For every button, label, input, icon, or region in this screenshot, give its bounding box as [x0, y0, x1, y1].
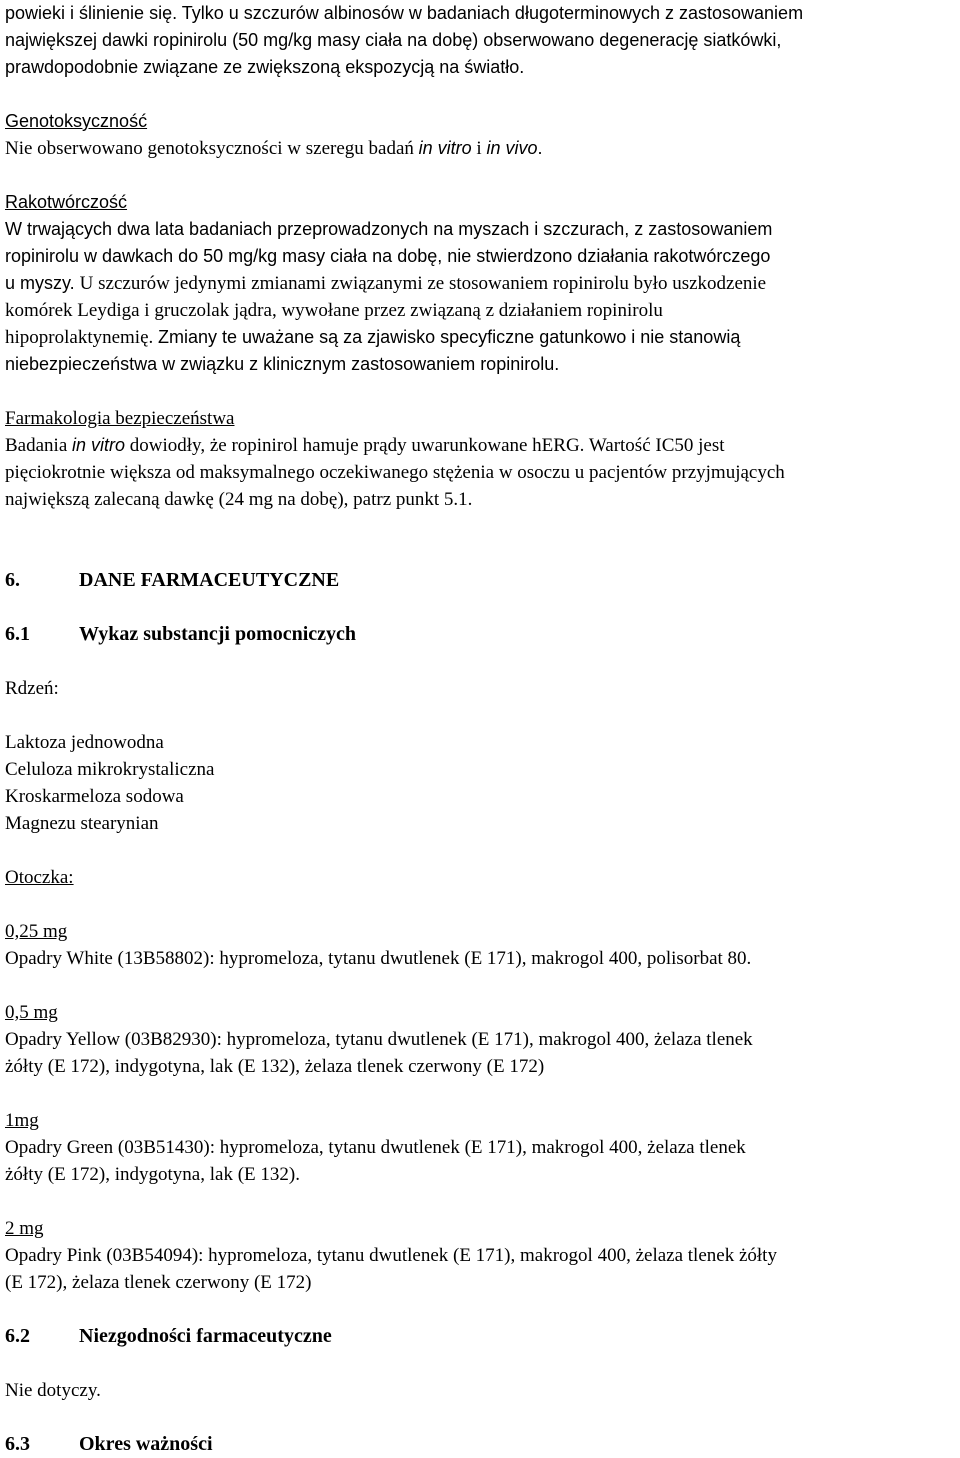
- section-6-1-title: Wykaz substancji pomocniczych: [79, 623, 357, 645]
- dose-05-line2: żółty (E 172), indygotyna, lak (E 132), żelaza tlenek czerwony (E 172): [5, 1056, 545, 1077]
- list-item: Laktoza jednowodna: [5, 732, 164, 753]
- carcino-line3-b: U szczurów jedynymi zmianami związanymi ze stosowaniem ropinirolu było uszkodzenie: [79, 273, 767, 294]
- section-6-heading: [5, 567, 955, 594]
- safety-line1-c: dowiodły, że ropinirol hamuje prądy uwarunkowane hERG. Wartość IC50 jest: [125, 435, 725, 456]
- dose-05-label: 0,5 mg: [5, 1002, 58, 1023]
- safety-line2: pięciokrotnie większa od maksymalnego oczekiwanego stężenia w osoczu u pacjentów przyjmujących: [5, 462, 785, 483]
- genotox-text-a: Nie obserwowano genotoksyczności w szeregu badań: [5, 138, 419, 159]
- section-6-number: 6.: [5, 569, 20, 591]
- section-6-1-heading: [5, 621, 955, 648]
- genotox-text-e: .: [537, 138, 543, 158]
- dose-05-line1: Opadry Yellow (03B82930): hypromeloza, tytanu dwutlenek (E 171), makrogol 400, żelaza tlenek: [5, 1029, 753, 1050]
- intro-line3: prawdopodobnie związane ze zwiększoną ekspozycją na światło.: [5, 57, 525, 77]
- list-item: Kroskarmeloza sodowa: [5, 786, 184, 807]
- section-6-2-text: Nie dotyczy.: [5, 1380, 101, 1401]
- safety-in-vitro: in vitro: [72, 435, 126, 455]
- section-6-2-heading: [5, 1323, 955, 1350]
- safety-heading: Farmakologia bezpieczeństwa: [5, 408, 235, 429]
- core-ingredients-list: [5, 729, 955, 837]
- carcino-line4: komórek Leydiga i gruczolak jądra, wywołane przez związaną z działaniem ropinirolu: [5, 300, 663, 321]
- genotox-text: [5, 135, 955, 162]
- carcino-paragraph: [5, 216, 955, 378]
- carcino-line3-a: u myszy.: [5, 273, 80, 293]
- dose-2-line2: (E 172), żelaza tlenek czerwony (E 172): [5, 1272, 312, 1293]
- dose-1-label: 1mg: [5, 1110, 39, 1131]
- intro-line1-a: powieki i ślinienie się.: [5, 3, 182, 23]
- section-6-2-title: Niezgodności farmaceutyczne: [79, 1325, 332, 1347]
- section-6-title: DANE FARMACEUTYCZNE: [79, 569, 340, 591]
- carcino-line1: W trwających dwa lata badaniach przeprowadzonych na myszach i szczurach, z zastosowaniem: [5, 219, 773, 239]
- dose-025-text: Opadry White (13B58802): hypromeloza, tytanu dwutlenek (E 171), makrogol 400, polisorbat 80.: [5, 948, 752, 969]
- intro-paragraph: [5, 0, 955, 81]
- safety-line1-a: Badania: [5, 435, 73, 456]
- genotox-in-vitro: in vitro: [418, 138, 472, 158]
- safety-paragraph: [5, 432, 955, 513]
- dose-1-line2: żółty (E 172), indygotyna, lak (E 132).: [5, 1164, 300, 1185]
- section-6-3-heading: [5, 1431, 955, 1458]
- dose-1-line1: Opadry Green (03B51430): hypromeloza, tytanu dwutlenek (E 171), makrogol 400, żelaza tlenek: [5, 1137, 746, 1158]
- genotox-heading: Genotoksyczność: [5, 111, 148, 131]
- safety-line3: największą zalecaną dawkę (24 mg na dobę), patrz punkt 5.1.: [5, 489, 473, 510]
- carcino-line6: niebezpieczeństwa w związku z klinicznym zastosowaniem ropinirolu.: [5, 354, 560, 374]
- carcino-line5-a: hipoprolaktynemię.: [5, 327, 159, 348]
- section-6-1-number: 6.1: [5, 623, 30, 645]
- genotox-in-vivo: in vivo: [486, 138, 538, 158]
- dose-2-label: 2 mg: [5, 1218, 44, 1239]
- dose-2-line1: Opadry Pink (03B54094): hypromeloza, tytanu dwutlenek (E 171), makrogol 400, żelaza tlenek żółty: [5, 1245, 777, 1266]
- dose-05-text: [5, 1026, 955, 1080]
- dose-025-label: 0,25 mg: [5, 921, 68, 942]
- carcino-line2: ropinirolu w dawkach do 50 mg/kg masy ciała na dobę, nie stwierdzono działania rakotwórczego: [5, 246, 771, 266]
- section-6-3-number: 6.3: [5, 1433, 30, 1455]
- carcino-line5-b: Zmiany te uważane są za zjawisko specyficzne gatunkowo i nie stanowią: [158, 327, 741, 347]
- intro-line1-b: Tylko u szczurów albinosów w badaniach długoterminowych z zastosowaniem: [181, 3, 804, 23]
- section-6-2-number: 6.2: [5, 1325, 30, 1347]
- dose-1-text: [5, 1134, 955, 1188]
- coating-label: Otoczka:: [5, 867, 74, 888]
- section-6-3-title: Okres ważności: [79, 1433, 213, 1455]
- genotox-text-c: i: [471, 138, 487, 159]
- carcino-heading: Rakotwórczość: [5, 192, 128, 212]
- dose-2-text: [5, 1242, 955, 1296]
- document-page: [5, 0, 955, 1458]
- list-item: Magnezu stearynian: [5, 813, 159, 834]
- list-item: Celuloza mikrokrystaliczna: [5, 759, 215, 780]
- intro-line2: największej dawki ropinirolu (50 mg/kg masy ciała na dobę) obserwowano degenerację siatkówki,: [5, 30, 782, 50]
- core-label: Rdzeń:: [5, 678, 59, 699]
